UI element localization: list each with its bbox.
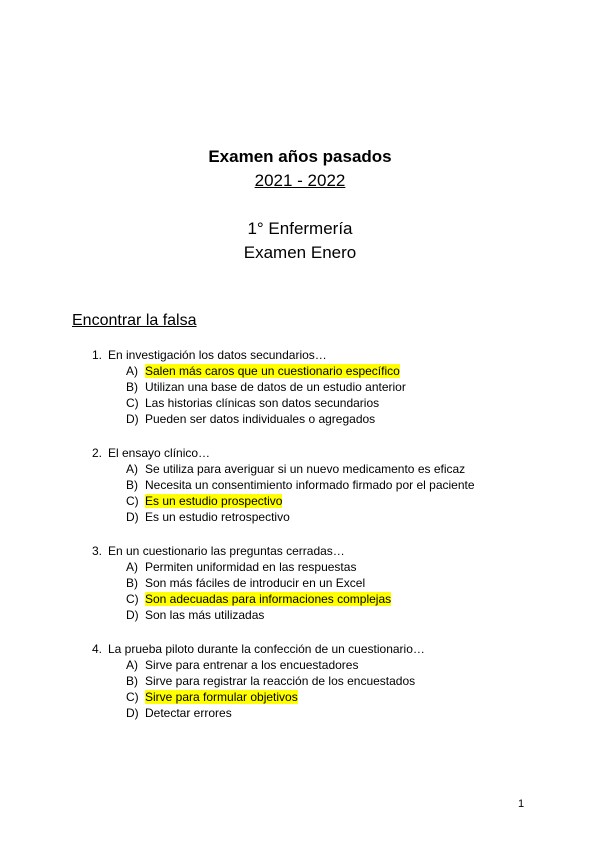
question-1 bbox=[92, 347, 552, 427]
option-letter: B) bbox=[126, 674, 138, 688]
option-c bbox=[126, 689, 552, 705]
option-list bbox=[126, 461, 552, 525]
question-4 bbox=[92, 641, 552, 721]
option-a bbox=[126, 461, 552, 477]
option-text: Detectar errores bbox=[145, 706, 232, 720]
option-text-highlighted: Salen más caros que un cuestionario específico bbox=[145, 364, 400, 378]
option-letter: D) bbox=[126, 608, 139, 622]
option-d bbox=[126, 607, 552, 623]
question-text: La prueba piloto durante la confección de un cuestionario… bbox=[108, 642, 425, 656]
option-b bbox=[126, 379, 552, 395]
option-a bbox=[126, 657, 552, 673]
section-heading: Encontrar la falsa bbox=[72, 312, 197, 329]
option-letter: D) bbox=[126, 510, 139, 524]
question-number: 1. bbox=[92, 348, 103, 362]
option-a bbox=[126, 559, 552, 575]
question-list bbox=[92, 347, 552, 739]
option-letter: A) bbox=[126, 462, 138, 476]
option-b bbox=[126, 477, 552, 493]
option-a bbox=[126, 363, 552, 379]
option-letter: A) bbox=[126, 364, 138, 378]
option-c bbox=[126, 395, 552, 411]
option-text: Son más fáciles de introducir en un Excel bbox=[145, 576, 366, 590]
question-stem bbox=[92, 347, 552, 363]
page-number: 1 bbox=[518, 798, 525, 810]
option-d bbox=[126, 509, 552, 525]
title-block bbox=[0, 145, 600, 265]
option-letter: A) bbox=[126, 560, 138, 574]
option-letter: D) bbox=[126, 412, 139, 426]
option-text: Necesita un consentimiento informado firmado por el paciente bbox=[145, 478, 475, 492]
option-text: Se utiliza para averiguar si un nuevo medicamento es eficaz bbox=[145, 462, 466, 476]
option-text: Utilizan una base de datos de un estudio anterior bbox=[145, 380, 406, 394]
option-letter: C) bbox=[126, 494, 139, 508]
option-letter: B) bbox=[126, 478, 138, 492]
option-text: Es un estudio retrospectivo bbox=[145, 510, 290, 524]
option-b bbox=[126, 673, 552, 689]
question-text: En investigación los datos secundarios… bbox=[108, 348, 327, 362]
option-letter: C) bbox=[126, 592, 139, 606]
option-b bbox=[126, 575, 552, 591]
option-letter: C) bbox=[126, 396, 139, 410]
option-text: Son las más utilizadas bbox=[145, 608, 265, 622]
exam-title: Examen años pasados bbox=[208, 147, 392, 166]
option-list bbox=[126, 657, 552, 721]
option-letter: B) bbox=[126, 576, 138, 590]
option-letter: D) bbox=[126, 706, 139, 720]
option-text: Sirve para registrar la reacción de los encuestados bbox=[145, 674, 416, 688]
option-text-highlighted: Sirve para formular objetivos bbox=[145, 690, 298, 704]
option-list bbox=[126, 559, 552, 623]
option-d bbox=[126, 411, 552, 427]
option-text-highlighted: Son adecuadas para informaciones complejas bbox=[145, 592, 392, 606]
option-c bbox=[126, 591, 552, 607]
exam-session: Examen Enero bbox=[243, 243, 357, 262]
option-text: Permiten uniformidad en las respuestas bbox=[145, 560, 357, 574]
option-text: Las historias clínicas son datos secundarios bbox=[145, 396, 380, 410]
course-name: 1° Enfermería bbox=[247, 219, 353, 238]
question-number: 4. bbox=[92, 642, 103, 656]
option-text-highlighted: Es un estudio prospectivo bbox=[145, 494, 283, 508]
option-letter: C) bbox=[126, 690, 139, 704]
question-stem bbox=[92, 641, 552, 657]
option-text: Sirve para entrenar a los encuestadores bbox=[145, 658, 359, 672]
question-text: El ensayo clínico… bbox=[108, 446, 211, 460]
question-stem bbox=[92, 543, 552, 559]
question-2 bbox=[92, 445, 552, 525]
option-c bbox=[126, 493, 552, 509]
question-number: 3. bbox=[92, 544, 103, 558]
question-stem bbox=[92, 445, 552, 461]
option-d bbox=[126, 705, 552, 721]
question-text: En un cuestionario las preguntas cerradas… bbox=[108, 544, 345, 558]
option-text: Pueden ser datos individuales o agregados bbox=[145, 412, 376, 426]
option-letter: A) bbox=[126, 658, 138, 672]
academic-year: 2021 - 2022 bbox=[254, 171, 346, 190]
option-letter: B) bbox=[126, 380, 138, 394]
question-number: 2. bbox=[92, 446, 103, 460]
question-3 bbox=[92, 543, 552, 623]
option-list bbox=[126, 363, 552, 427]
